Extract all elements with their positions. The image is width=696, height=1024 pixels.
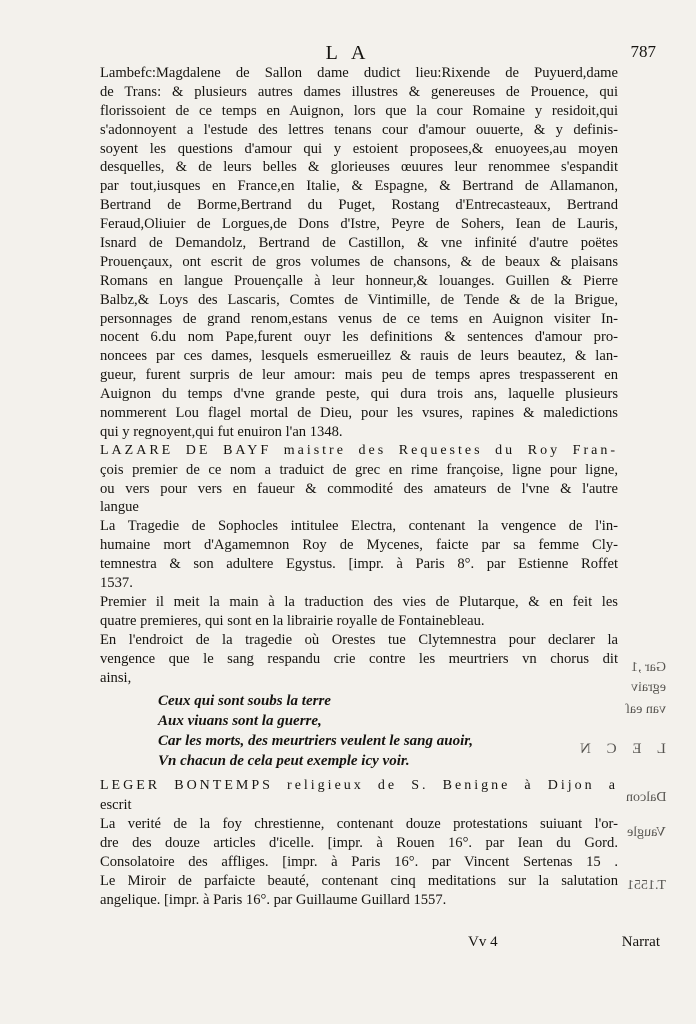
show-through-text: Vaugle <box>627 825 666 840</box>
text-line: noncees par ces dames, lesquels esmerueillez & rauis de leurs beautez, & lan- <box>100 348 618 365</box>
text-line: de Trans: & plusieurs autres dames illustres & genereuses de Prouence, qui <box>100 83 618 100</box>
text-line: par tout,iusques en France,en Italie, & Espagne, & Bertrand de Allamanon, <box>100 178 618 195</box>
text-line: Prouençaux, ont escrit de gros volumes de chansons, & de beaux & plaisans <box>100 253 618 270</box>
text-line: Le Miroir de parfaicte beauté, contenant cinq meditations sur la salutation <box>100 872 618 889</box>
text-line: Romans en langue Prouençalle à leur honneur,& louanges. Guillen & Pierre <box>100 272 618 289</box>
catchword: Narrat <box>621 934 660 950</box>
text-line: florissoient de ce temps en Auignon, lors que la cour Romaine y residoit,qui <box>100 102 618 119</box>
text-line: gueur, furent surpris de leur amour: mais peu de temps apres trespasserent en <box>100 367 618 384</box>
text-line: Bertrand de Borme,Bertrand du Puget, Rostang d'Entrecasteaux, Bertrand <box>100 197 618 214</box>
show-through-text: Gar ,1 <box>631 660 666 675</box>
running-head: L A <box>325 42 371 64</box>
show-through-text: egraiv <box>631 680 666 695</box>
page-number: 787 <box>630 42 656 61</box>
text-line: Balbz,& Loys des Lascaris, Comtes de Vintimille, de Tende & de la Brigue, <box>100 291 618 308</box>
text-line: qui y regnoyent,qui fut enuiron l'an 1348. <box>100 423 343 440</box>
verse-line: Car les morts, des meurtriers veulent le sang auoir, <box>158 733 474 750</box>
text-line: La Tragedie de Sophocles intitulee Electra, contenant la vengence de l'in- <box>100 518 618 535</box>
text-line: Feraud,Oliuier de Lorgues,de Dons d'Istre, Peyre de Sohers, Iean de Lauris, <box>100 216 618 233</box>
text-line: angelique. [impr. à Paris 16°. par Guillaume Guillard 1557. <box>100 891 447 908</box>
main-text-block <box>100 64 618 910</box>
text-line: escrit <box>100 797 132 814</box>
text-line: nommerent Lou flagel mortal de Dieu, pour les vsures, rapines & maledictions <box>100 405 618 422</box>
author-heading-lazare: LAZARE DE BAYF maistre des Requestes du Roy Fran- <box>100 442 618 458</box>
verse-line: Vn chacun de cela peut exemple icy voir. <box>158 753 410 770</box>
text-line: quatre premieres, qui sont en la librairie royalle de Fontainebleau. <box>100 612 485 629</box>
text-line: soyent les questions d'amour qui y estoient proposees,& enuoyees,au moyen <box>100 140 618 157</box>
text-line: Isnard de Demandolz, Bertrand de Castillon, & vne infinité d'autre poëtes <box>100 235 618 252</box>
text-line: desquelles, & de leurs belles & glorieuses œuures leur renommee s'espandit <box>100 159 618 176</box>
show-through-text: Dalcon <box>625 790 666 805</box>
text-line: humaine mort d'Agamemnon Roy de Mycenes, faicte par sa femme Cly- <box>100 537 618 554</box>
text-line: Premier il meit la main à la traduction des vies de Plutarque, & en feit les <box>100 593 618 610</box>
signature-mark: Vv 4 <box>468 934 498 950</box>
text-line: Consolatoire des affliges. [impr. à Paris 16°. par Vincent Sertenas 15 . <box>100 853 618 870</box>
show-through-text: L E C N <box>574 741 666 757</box>
text-line: vengence que le sang respandu crie contre les meurtriers vn chorus dit <box>100 650 618 667</box>
verse-line: Aux viuans sont la guerre, <box>158 713 322 730</box>
text-line: çois premier de ce nom a traduict de grec en rime françoise, ligne pour ligne, <box>100 461 618 478</box>
text-line: 1537. <box>100 575 133 592</box>
text-line: dre des douze articles d'icelle. [impr. à Rouen 16°. par Iean du Gord. <box>100 835 618 852</box>
text-line: nocent 6.du nom Pape,furent ouyr les definitions & sentences d'amour pro- <box>100 329 618 346</box>
text-line: ou vers pour vers en faueur & commodité des amateurs de l'vne & l'autre <box>100 480 618 497</box>
text-line: ainsi, <box>100 669 132 686</box>
text-line: temnestra & son adultere Egystus. [impr. à Paris 8°. par Estienne Roffet <box>100 556 618 573</box>
author-heading-leger: LEGER BONTEMPS religieux de S. Benigne à Dijon a <box>100 778 618 794</box>
text-line: personnages de grand renom,estans venus de ce tems en Auignon visiter In- <box>100 310 618 327</box>
text-line: Auignon du temps d'vne grande peste, qui dura trois ans, laquelle plusieurs <box>100 386 618 403</box>
show-through-text: T.1551 <box>626 878 666 893</box>
text-line: La verité de la foy chrestienne, contenant douze protestations suiuant l'or- <box>100 816 618 833</box>
text-line: s'adonnoyent a l'estude des lettres tenans cour d'amour ouuerte, & y definis- <box>100 121 618 138</box>
show-through-text: van eaſ <box>625 702 666 717</box>
text-line: Lambefc:Magdalene de Sallon dame dudict lieu:Rixende de Puyuerd,dame <box>100 65 618 81</box>
text-line: En l'endroict de la tragedie où Orestes tue Clytemnestra pour declarer la <box>100 631 618 648</box>
verse-line: Ceux qui sont soubs la terre <box>158 693 331 710</box>
text-line: langue <box>100 499 139 516</box>
